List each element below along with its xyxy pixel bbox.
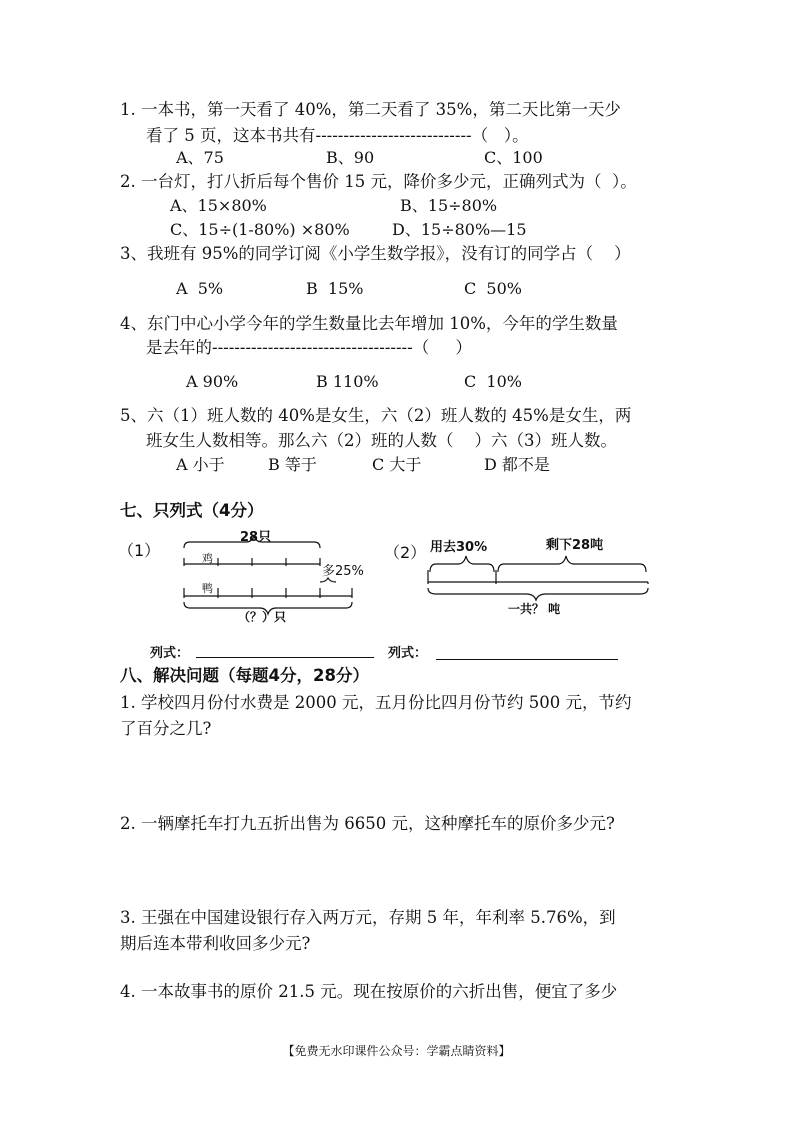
diagram2-remaining-label: 剩下28吨 (546, 538, 604, 553)
diagram2-number: （2） (384, 543, 427, 562)
q5-option-d: D 都不是 (484, 455, 550, 474)
formula1-label: 列式： (150, 646, 190, 661)
q5-line1: 5、六（1）班人数的 40%是女生，六（2）班人数的 45%是女生，两 (120, 406, 632, 425)
q4-option-a: A 90% (186, 372, 239, 391)
diagram2-used-label: 用去30% (430, 540, 488, 555)
q4-line2: 是去年的------------------------------------（ ） (146, 338, 472, 357)
problem3-line1: 3. 王强在中国建设银行存入两万元，存期 5 年，年利率 5.76%，到 (120, 908, 616, 927)
q3-line1: 3、我班有 95%的同学订阅《小学生数学报》，没有订的同学占（ ） (120, 244, 631, 263)
q5-option-a: A 小于 (176, 455, 225, 474)
q1-option-a: A、75 (176, 148, 224, 167)
diagram1-top-label: 28只 (240, 530, 272, 545)
formula2-blank[interactable] (436, 659, 618, 660)
diagram2-total-label: 一共？ 吨 (508, 602, 561, 616)
problem1-line2: 了百分之几? (120, 719, 212, 738)
q2-option-d: D、15÷80%—15 (392, 220, 527, 239)
q1-option-c: C、100 (484, 148, 543, 167)
q1-line2: 看了 5 页，这本书共有----------------------------（ ）。 (146, 126, 529, 145)
diagram1-bottom-label: （？）只 (238, 610, 287, 624)
q3-option-c: C 50% (464, 279, 522, 298)
formula2-label: 列式： (388, 646, 428, 661)
problem1-line1: 1. 学校四月份付水费是 2000 元，五月份比四月份节约 500 元，节约 (120, 693, 632, 712)
section7-title: 七、只列式（4分） (120, 501, 264, 520)
q1-option-b: B、90 (326, 148, 375, 167)
problem4-line1: 4. 一本故事书的原价 21.5 元。现在按原价的六折出售，便宜了多少 (120, 982, 618, 1001)
line-diagrams (118, 526, 678, 626)
q1-line1: 1. 一本书，第一天看了 40%，第二天看了 35%，第二天比第一天少 (120, 100, 621, 119)
q2-option-b: B、15÷80% (400, 196, 498, 215)
problem2-line1: 2. 一辆摩托车打九五折出售为 6650 元，这种摩托车的原价多少元? (120, 814, 615, 833)
page-footer: 【免费无水印课件公众号：学霸点睛资料】 (282, 1044, 511, 1058)
diagram1-chicken-label: 鸡 (202, 552, 213, 565)
q2-line1: 2. 一台灯，打八折后每个售价 15 元，降价多少元，正确列式为（ ）。 (120, 172, 637, 191)
q4-line1: 4、东门中心小学今年的学生数量比去年增加 10%，今年的学生数量 (120, 314, 618, 333)
q5-line2: 班女生人数相等。那么六（2）班的人数（ ）六（3）班人数。 (146, 431, 617, 450)
q4-option-b: B 110% (316, 372, 379, 391)
diagram1-number: （1） (118, 541, 161, 560)
q5-option-b: B 等于 (268, 455, 317, 474)
q2-option-a: A、15×80% (170, 196, 267, 215)
formula1-blank[interactable] (196, 657, 374, 658)
q4-option-c: C 10% (464, 372, 522, 391)
problem3-line2: 期后连本带利收回多少元? (120, 934, 311, 953)
section8-title: 八、解决问题（每题4分，28分） (120, 666, 369, 685)
diagram1-duck-label: 鸭 (202, 582, 213, 595)
diagram1-more-label: 多25% (322, 564, 364, 579)
q3-option-b: B 15% (306, 279, 364, 298)
q5-option-c: C 大于 (372, 455, 422, 474)
q3-option-a: A 5% (176, 279, 224, 298)
q2-option-c: C、15÷(1-80%) ×80% (170, 220, 350, 239)
